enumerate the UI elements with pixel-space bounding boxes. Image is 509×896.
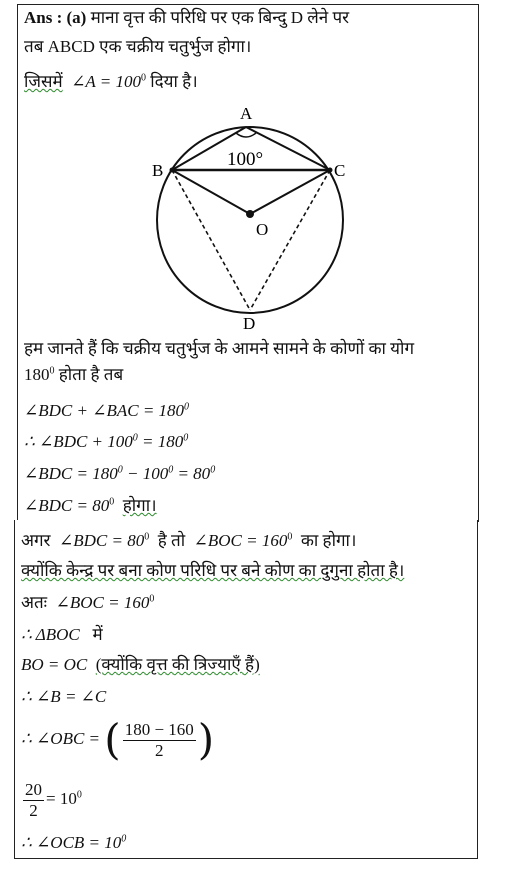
close-paren: ) (197, 715, 215, 765)
answer-line-1 (24, 7, 349, 29)
part2-line-6: ∴ ∠B = ∠C (21, 687, 107, 706)
answer-box-part2 (14, 520, 478, 859)
answer-text: माना वृत्त की परिधि पर एक बिन्दु D लेने पर (90, 8, 350, 27)
property-line-1: हम जानते हैं कि चक्रीय चतुर्भुज के आमने सामने के कोणों का योग (24, 339, 415, 358)
property-line-2: $180^0$ होता है तब (24, 365, 124, 384)
part2-line-4: ∴ ΔBOC में (21, 625, 103, 644)
label-d: D (243, 314, 256, 333)
center-point (246, 210, 254, 218)
label-b: B (152, 161, 164, 180)
part2-line-8: $\frac{20}{2}$ = $10^0$ (25, 779, 82, 820)
segment-co (250, 170, 330, 214)
part2-line-2: क्योंकि केन्द्र पर बना कोण परिधि पर बने कोण का दुगुना होता है। (21, 561, 405, 580)
angle-label: 100° (227, 149, 264, 170)
equation-1: ∠BDC + ∠BAC = $180^0$ (24, 401, 190, 420)
part2-line-5: BO = OC (क्योंकि वृत्त की त्रिज्याएँ हैं) (21, 655, 260, 674)
equation-3: ∠BDC = $180^0 - 100^0 = 80^0$ (24, 464, 216, 483)
label-a: A (240, 105, 253, 123)
answer-line-2: तब ABCD एक चक्रीय चतुर्भुज होगा। (24, 37, 252, 56)
part2-line-1: अगर ∠BDC = $80^0$ है तो ∠BOC = $160^0$ का होगा। (21, 531, 357, 550)
equation-2: ∴ ∠BDC + $100^0 = 180^0$ (24, 432, 189, 451)
angle-arc-a (236, 133, 256, 137)
part2-line-7: ∴ ∠OBC = ( $\frac{180 - 160}{2}$ ) (21, 715, 215, 765)
cyclic-quadrilateral-diagram (144, 105, 356, 333)
label-o: O (256, 220, 269, 239)
open-paren: ( (104, 715, 121, 765)
given-suffix: दिया है। (150, 72, 198, 91)
fraction-1: $\frac{180 - 160}{2}$ (124, 719, 194, 760)
point-c-dot (328, 168, 333, 173)
label-c: C (334, 161, 346, 180)
given-prefix: जिसमें (24, 72, 63, 91)
given-line (24, 71, 198, 93)
given-degree: 0 (140, 72, 146, 84)
part2-line-3: अतः ∠BOC = $160^0$ (21, 593, 155, 612)
part2-line-9: ∴ ∠OCB = $10^0$ (21, 833, 127, 852)
point-b-dot (170, 168, 175, 173)
answer-box-part1 (17, 4, 479, 522)
given-math: ∠A = 100 (71, 72, 141, 91)
fraction-2: $\frac{20}{2}$ (25, 779, 42, 820)
equation-4: ∠BDC = $80^0$ होगा। (24, 496, 157, 515)
answer-label: Ans : (a) (24, 8, 87, 27)
